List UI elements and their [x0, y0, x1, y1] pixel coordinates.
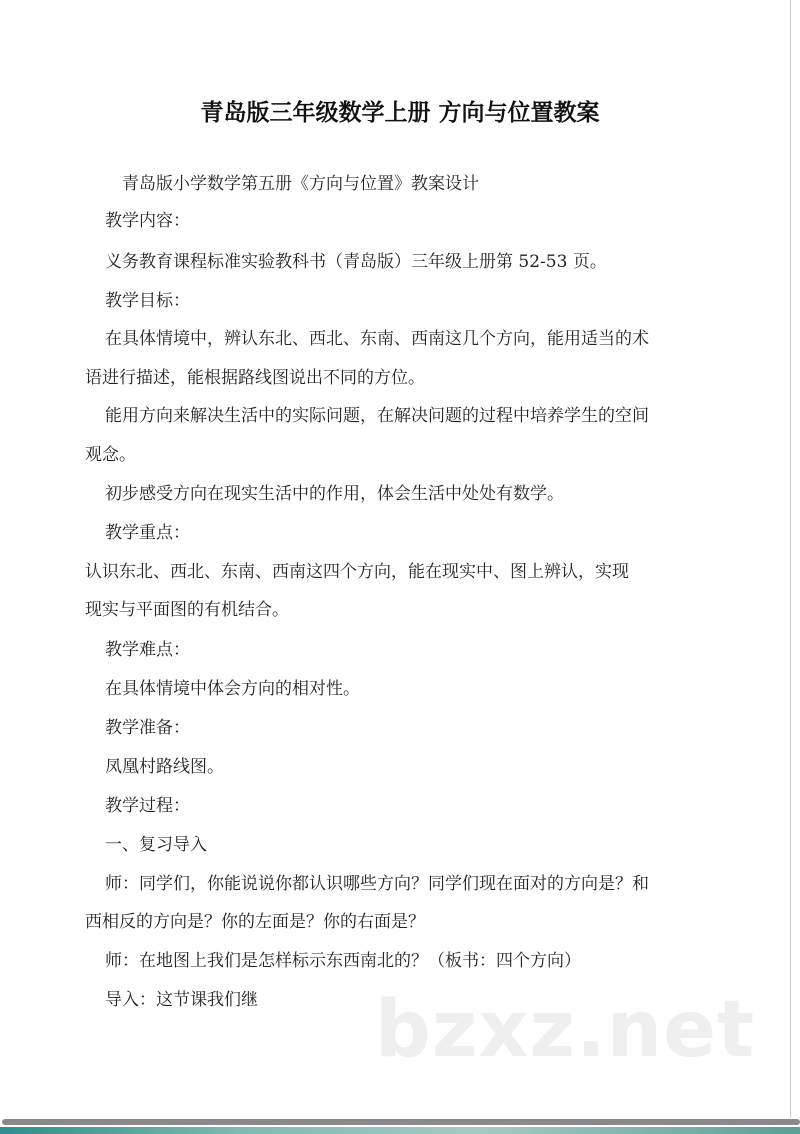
paragraph: 青岛版小学数学第五册《方向与位置》教案设计 — [122, 174, 479, 194]
paragraph: 认识东北、西北、东南、西南这四个方向，能在现实中、图上辨认，实现 — [85, 562, 629, 582]
paragraph: 师：在地图上我们是怎样标示东西南北的？（板书：四个方向） — [105, 951, 581, 971]
paragraph: 西相反的方向是？你的左面是？你的右面是？ — [85, 912, 425, 932]
section-heading: 教学内容： — [105, 211, 190, 231]
paragraph: 凤凰村路线图。 — [105, 757, 224, 777]
paragraph: 初步感受方向在现实生活中的作用，体会生活中处处有数学。 — [105, 484, 564, 504]
paragraph: 观念。 — [85, 445, 136, 465]
paragraph: 在具体情境中，辨认东北、西北、东南、西南这几个方向，能用适当的术 — [105, 329, 649, 349]
section-heading: 教学重点： — [105, 523, 190, 543]
paragraph: 在具体情境中体会方向的相对性。 — [105, 679, 360, 699]
section-heading: 教学过程： — [105, 796, 190, 816]
section-heading: 教学准备： — [105, 718, 190, 738]
paragraph: 语进行描述，能根据路线图说出不同的方位。 — [85, 368, 425, 388]
paragraph: 导入：这节课我们继 — [105, 990, 258, 1010]
paragraph: 一、复习导入 — [105, 835, 207, 855]
paragraph: 义务教育课程标准实验教科书（青岛版）三年级上册第 52-53 页。 — [105, 252, 607, 272]
section-heading: 教学目标： — [105, 291, 190, 311]
background-strip — [0, 1127, 800, 1134]
paragraph: 师：同学们，你能说说你都认识哪些方向？同学们现在面对的方向是？和 — [105, 874, 649, 894]
horizontal-scrollbar[interactable] — [2, 1119, 800, 1125]
section-heading: 教学难点： — [105, 640, 190, 660]
document-title: 青岛版三年级数学上册 方向与位置教案 — [200, 100, 600, 126]
watermark: bzxz.net — [375, 985, 756, 1075]
paragraph: 能用方向来解决生活中的实际问题，在解决问题的过程中培养学生的空间 — [105, 406, 649, 426]
paragraph: 现实与平面图的有机结合。 — [85, 600, 289, 620]
